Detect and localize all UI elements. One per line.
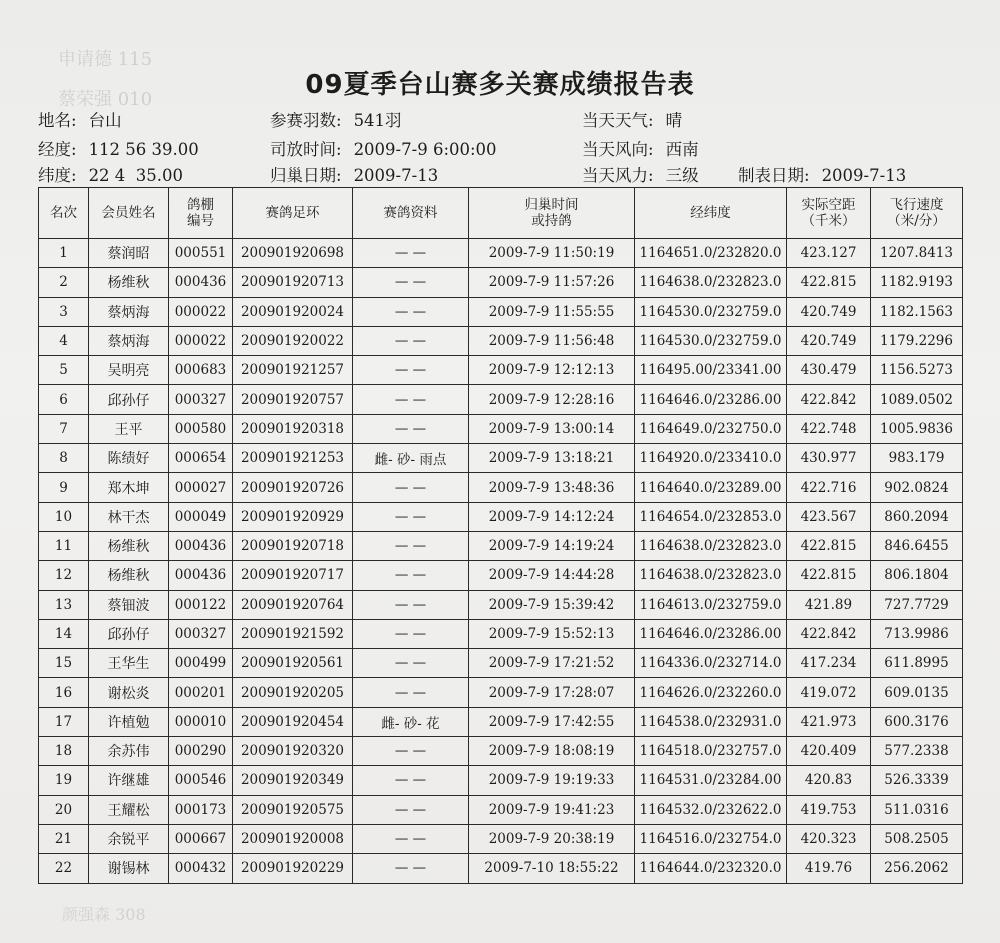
cell-member-name: 余锐平 <box>89 824 169 853</box>
cell-speed: 600.3176 <box>871 707 963 736</box>
cell-arrival-time: 2009-7-9 11:50:19 <box>469 239 635 268</box>
cell-distance: 420.749 <box>787 326 871 355</box>
cell-speed: 1005.9836 <box>871 414 963 443</box>
info-value: 西南 <box>665 140 699 159</box>
cell-rank: 16 <box>39 678 89 707</box>
table-row <box>39 444 963 473</box>
cell-rank: 22 <box>39 854 89 883</box>
cell-bird-info: — — <box>353 737 469 766</box>
cell-ring-number: 200901921253 <box>233 444 353 473</box>
report-title: 09夏季台山赛多关赛成绩报告表 <box>305 70 695 100</box>
cell-loft-id: 000432 <box>169 854 233 883</box>
cell-member-name: 杨维秋 <box>89 268 169 297</box>
cell-speed: 256.2062 <box>871 854 963 883</box>
cell-speed: 860.2094 <box>871 502 963 531</box>
cell-loft-id: 000546 <box>169 766 233 795</box>
cell-rank: 7 <box>39 414 89 443</box>
cell-distance: 420.749 <box>787 297 871 326</box>
info-value: 2009-7-13 <box>821 166 907 185</box>
table-row <box>39 678 963 707</box>
info-value: 541羽 <box>353 111 402 130</box>
cell-member-name: 余苏伟 <box>89 737 169 766</box>
cell-ring-number: 200901920575 <box>233 795 353 824</box>
table-row <box>39 854 963 883</box>
table-header-row <box>39 188 963 239</box>
cell-ring-number: 200901920718 <box>233 531 353 560</box>
cell-distance: 422.815 <box>787 531 871 560</box>
table-row <box>39 707 963 736</box>
cell-arrival-time: 2009-7-9 14:44:28 <box>469 561 635 590</box>
cell-member-name: 蔡炳海 <box>89 326 169 355</box>
bleed-line: 申请德 115 <box>58 49 153 70</box>
cell-loft-id: 000499 <box>169 649 233 678</box>
cell-ring-number: 200901920698 <box>233 239 353 268</box>
cell-member-name: 杨维秋 <box>89 561 169 590</box>
cell-distance: 420.323 <box>787 824 871 853</box>
info-wind-direction <box>582 136 699 160</box>
column-header-distance <box>787 188 871 239</box>
cell-distance: 421.89 <box>787 590 871 619</box>
results-table <box>38 187 963 884</box>
cell-coordinates: 1164336.0/232714.0 <box>635 649 787 678</box>
cell-ring-number: 200901920229 <box>233 854 353 883</box>
cell-bird-info: — — <box>353 297 469 326</box>
cell-rank: 14 <box>39 619 89 648</box>
cell-coordinates: 1164518.0/232757.0 <box>635 737 787 766</box>
cell-ring-number: 200901920726 <box>233 473 353 502</box>
info-latitude <box>38 162 183 186</box>
cell-distance: 422.815 <box>787 268 871 297</box>
info-weather <box>582 107 682 131</box>
cell-member-name: 邱孙仔 <box>89 619 169 648</box>
column-header-member-name <box>89 188 169 239</box>
table-row <box>39 561 963 590</box>
column-header-line: 或持鸽 <box>531 213 572 229</box>
cell-ring-number: 200901921592 <box>233 619 353 648</box>
cell-bird-info: — — <box>353 795 469 824</box>
table-row <box>39 766 963 795</box>
cell-arrival-time: 2009-7-9 15:52:13 <box>469 619 635 648</box>
cell-bird-info: — — <box>353 824 469 853</box>
cell-rank: 10 <box>39 502 89 531</box>
cell-bird-info: — — <box>353 268 469 297</box>
cell-rank: 17 <box>39 707 89 736</box>
info-longitude <box>38 136 199 160</box>
cell-coordinates: 1164613.0/232759.0 <box>635 590 787 619</box>
table-row <box>39 824 963 853</box>
cell-speed: 508.2505 <box>871 824 963 853</box>
cell-bird-info: — — <box>353 356 469 385</box>
info-value: 2009-7-13 <box>353 166 439 185</box>
cell-member-name: 蔡炳海 <box>89 297 169 326</box>
table-row <box>39 414 963 443</box>
cell-rank: 6 <box>39 385 89 414</box>
column-header-arrival-time <box>469 188 635 239</box>
cell-bird-info: — — <box>353 326 469 355</box>
cell-arrival-time: 2009-7-9 11:55:55 <box>469 297 635 326</box>
cell-coordinates: 1164532.0/232622.0 <box>635 795 787 824</box>
cell-speed: 577.2338 <box>871 737 963 766</box>
cell-bird-info: — — <box>353 414 469 443</box>
cell-distance: 422.842 <box>787 385 871 414</box>
cell-member-name: 陈绩好 <box>89 444 169 473</box>
cell-ring-number: 200901920318 <box>233 414 353 443</box>
cell-ring-number: 200901920757 <box>233 385 353 414</box>
info-label: 归巢日期: <box>270 166 342 185</box>
cell-member-name: 谢松炎 <box>89 678 169 707</box>
cell-bird-info: — — <box>353 649 469 678</box>
cell-rank: 21 <box>39 824 89 853</box>
info-bird-count <box>270 107 402 131</box>
column-header-line: 飞行速度 <box>889 197 944 213</box>
cell-member-name: 许继雄 <box>89 766 169 795</box>
bleed-through-text-bottom: 颜强森 308 <box>62 905 146 924</box>
cell-rank: 8 <box>39 444 89 473</box>
cell-rank: 19 <box>39 766 89 795</box>
cell-coordinates: 116495.00/23341.00 <box>635 356 787 385</box>
cell-arrival-time: 2009-7-9 12:28:16 <box>469 385 635 414</box>
cell-loft-id: 000049 <box>169 502 233 531</box>
cell-loft-id: 000654 <box>169 444 233 473</box>
cell-loft-id: 000027 <box>169 473 233 502</box>
info-value: 晴 <box>665 111 683 130</box>
cell-coordinates: 1164638.0/232823.0 <box>635 531 787 560</box>
bleed-line: 蔡荣强 010 <box>58 89 153 110</box>
cell-member-name: 邱孙仔 <box>89 385 169 414</box>
info-label: 制表日期: <box>738 166 810 185</box>
info-label: 当天风向: <box>582 140 654 159</box>
info-place <box>38 107 122 131</box>
column-header-line: 经纬度 <box>690 205 731 221</box>
cell-speed: 727.7729 <box>871 590 963 619</box>
cell-rank: 13 <box>39 590 89 619</box>
cell-distance: 422.815 <box>787 561 871 590</box>
cell-distance: 430.479 <box>787 356 871 385</box>
table-row <box>39 590 963 619</box>
cell-rank: 12 <box>39 561 89 590</box>
cell-speed: 1207.8413 <box>871 239 963 268</box>
table-row <box>39 385 963 414</box>
column-header-line: 实际空距 <box>801 197 856 213</box>
column-header-ring-number <box>233 188 353 239</box>
cell-distance: 417.234 <box>787 649 871 678</box>
table-row <box>39 356 963 385</box>
cell-arrival-time: 2009-7-9 11:56:48 <box>469 326 635 355</box>
cell-coordinates: 1164654.0/232853.0 <box>635 502 787 531</box>
cell-speed: 1089.0502 <box>871 385 963 414</box>
column-header-rank <box>39 188 89 239</box>
cell-arrival-time: 2009-7-9 14:12:24 <box>469 502 635 531</box>
cell-coordinates: 1164530.0/232759.0 <box>635 326 787 355</box>
cell-distance: 420.409 <box>787 737 871 766</box>
cell-arrival-time: 2009-7-10 18:55:22 <box>469 854 635 883</box>
cell-coordinates: 1164651.0/232820.0 <box>635 239 787 268</box>
cell-member-name: 郑木坤 <box>89 473 169 502</box>
cell-arrival-time: 2009-7-9 17:21:52 <box>469 649 635 678</box>
cell-member-name: 蔡钿波 <box>89 590 169 619</box>
cell-loft-id: 000122 <box>169 590 233 619</box>
cell-arrival-time: 2009-7-9 18:08:19 <box>469 737 635 766</box>
cell-ring-number: 200901920713 <box>233 268 353 297</box>
cell-speed: 806.1804 <box>871 561 963 590</box>
cell-ring-number: 200901920764 <box>233 590 353 619</box>
cell-member-name: 许植勉 <box>89 707 169 736</box>
cell-coordinates: 1164644.0/232320.0 <box>635 854 787 883</box>
column-header-line: 名次 <box>50 205 77 221</box>
column-header-line: 赛鸽足环 <box>265 205 320 221</box>
cell-bird-info: — — <box>353 619 469 648</box>
cell-ring-number: 200901920717 <box>233 561 353 590</box>
table-body <box>39 239 963 884</box>
cell-loft-id: 000022 <box>169 326 233 355</box>
info-wind-force <box>582 162 699 186</box>
info-value: 112 56 39.00 <box>88 140 199 159</box>
cell-bird-info: 雌- 砂- 雨点 <box>353 444 469 473</box>
cell-loft-id: 000290 <box>169 737 233 766</box>
cell-ring-number: 200901920320 <box>233 737 353 766</box>
cell-speed: 511.0316 <box>871 795 963 824</box>
cell-ring-number: 200901920008 <box>233 824 353 853</box>
column-header-line: 赛鸽资料 <box>383 205 438 221</box>
cell-ring-number: 200901920561 <box>233 649 353 678</box>
cell-speed: 713.9986 <box>871 619 963 648</box>
cell-coordinates: 1164638.0/232823.0 <box>635 268 787 297</box>
cell-loft-id: 000551 <box>169 239 233 268</box>
cell-bird-info: 雌- 砂- 花 <box>353 707 469 736</box>
info-return-date <box>270 162 438 186</box>
cell-ring-number: 200901920024 <box>233 297 353 326</box>
cell-ring-number: 200901920454 <box>233 707 353 736</box>
table-row <box>39 737 963 766</box>
cell-coordinates: 1164649.0/232750.0 <box>635 414 787 443</box>
cell-ring-number: 200901920205 <box>233 678 353 707</box>
info-label: 司放时间: <box>270 140 342 159</box>
cell-coordinates: 1164920.0/233410.0 <box>635 444 787 473</box>
table-row <box>39 239 963 268</box>
cell-member-name: 林干杰 <box>89 502 169 531</box>
cell-ring-number: 200901921257 <box>233 356 353 385</box>
cell-loft-id: 000667 <box>169 824 233 853</box>
cell-speed: 983.179 <box>871 444 963 473</box>
cell-distance: 421.973 <box>787 707 871 736</box>
table-row <box>39 649 963 678</box>
cell-arrival-time: 2009-7-9 11:57:26 <box>469 268 635 297</box>
info-label: 当天天气: <box>582 111 654 130</box>
cell-rank: 11 <box>39 531 89 560</box>
cell-bird-info: — — <box>353 854 469 883</box>
column-header-line: 会员姓名 <box>101 205 156 221</box>
cell-speed: 846.6455 <box>871 531 963 560</box>
cell-loft-id: 000580 <box>169 414 233 443</box>
cell-loft-id: 000022 <box>169 297 233 326</box>
column-header-line: （米/分） <box>887 213 946 229</box>
cell-loft-id: 000201 <box>169 678 233 707</box>
info-label: 经度: <box>38 140 77 159</box>
cell-rank: 3 <box>39 297 89 326</box>
cell-arrival-time: 2009-7-9 14:19:24 <box>469 531 635 560</box>
cell-rank: 2 <box>39 268 89 297</box>
cell-member-name: 王平 <box>89 414 169 443</box>
cell-speed: 902.0824 <box>871 473 963 502</box>
cell-arrival-time: 2009-7-9 20:38:19 <box>469 824 635 853</box>
info-value: 三级 <box>665 166 699 185</box>
cell-bird-info: — — <box>353 473 469 502</box>
cell-loft-id: 000436 <box>169 268 233 297</box>
cell-ring-number: 200901920022 <box>233 326 353 355</box>
cell-coordinates: 1164638.0/232823.0 <box>635 561 787 590</box>
cell-loft-id: 000436 <box>169 561 233 590</box>
cell-coordinates: 1164538.0/232931.0 <box>635 707 787 736</box>
cell-speed: 526.3339 <box>871 766 963 795</box>
cell-coordinates: 1164626.0/232260.0 <box>635 678 787 707</box>
cell-distance: 419.753 <box>787 795 871 824</box>
info-value: 台山 <box>88 111 122 130</box>
cell-bird-info: — — <box>353 766 469 795</box>
info-release-time <box>270 136 497 160</box>
cell-coordinates: 1164530.0/232759.0 <box>635 297 787 326</box>
cell-member-name: 吴明亮 <box>89 356 169 385</box>
cell-speed: 611.8995 <box>871 649 963 678</box>
cell-speed: 1182.1563 <box>871 297 963 326</box>
table-row <box>39 795 963 824</box>
column-header-coordinates <box>635 188 787 239</box>
table-row <box>39 619 963 648</box>
cell-arrival-time: 2009-7-9 13:48:36 <box>469 473 635 502</box>
cell-speed: 1179.2296 <box>871 326 963 355</box>
cell-distance: 422.748 <box>787 414 871 443</box>
cell-rank: 1 <box>39 239 89 268</box>
cell-loft-id: 000327 <box>169 385 233 414</box>
cell-loft-id: 000327 <box>169 619 233 648</box>
cell-speed: 1156.5273 <box>871 356 963 385</box>
cell-loft-id: 000436 <box>169 531 233 560</box>
cell-rank: 9 <box>39 473 89 502</box>
cell-distance: 423.127 <box>787 239 871 268</box>
cell-arrival-time: 2009-7-9 17:42:55 <box>469 707 635 736</box>
cell-member-name: 杨维秋 <box>89 531 169 560</box>
column-header-line: 编号 <box>187 213 214 229</box>
cell-distance: 430.977 <box>787 444 871 473</box>
cell-member-name: 王华生 <box>89 649 169 678</box>
cell-rank: 4 <box>39 326 89 355</box>
cell-member-name: 王耀松 <box>89 795 169 824</box>
table-row <box>39 473 963 502</box>
cell-rank: 5 <box>39 356 89 385</box>
cell-coordinates: 1164646.0/23286.00 <box>635 385 787 414</box>
cell-speed: 609.0135 <box>871 678 963 707</box>
cell-ring-number: 200901920349 <box>233 766 353 795</box>
cell-arrival-time: 2009-7-9 12:12:13 <box>469 356 635 385</box>
info-value: 22 4 35.00 <box>88 166 184 185</box>
info-label: 纬度: <box>38 166 77 185</box>
column-header-speed <box>871 188 963 239</box>
column-header-line: 鸽棚 <box>187 197 214 213</box>
table-row <box>39 326 963 355</box>
column-header-line: 归巢时间 <box>524 197 579 213</box>
cell-bird-info: — — <box>353 385 469 414</box>
cell-bird-info: — — <box>353 239 469 268</box>
cell-distance: 420.83 <box>787 766 871 795</box>
cell-bird-info: — — <box>353 502 469 531</box>
info-label: 参赛羽数: <box>270 111 342 130</box>
cell-bird-info: — — <box>353 531 469 560</box>
cell-arrival-time: 2009-7-9 17:28:07 <box>469 678 635 707</box>
cell-arrival-time: 2009-7-9 15:39:42 <box>469 590 635 619</box>
cell-distance: 423.567 <box>787 502 871 531</box>
cell-ring-number: 200901920929 <box>233 502 353 531</box>
cell-member-name: 谢锡林 <box>89 854 169 883</box>
info-value: 2009-7-9 6:00:00 <box>353 140 497 159</box>
cell-rank: 18 <box>39 737 89 766</box>
column-header-line: （千米） <box>801 213 856 229</box>
table-row <box>39 502 963 531</box>
cell-coordinates: 1164531.0/23284.00 <box>635 766 787 795</box>
cell-rank: 15 <box>39 649 89 678</box>
column-header-loft-id <box>169 188 233 239</box>
cell-bird-info: — — <box>353 590 469 619</box>
table-row <box>39 531 963 560</box>
cell-coordinates: 1164640.0/23289.00 <box>635 473 787 502</box>
cell-speed: 1182.9193 <box>871 268 963 297</box>
cell-arrival-time: 2009-7-9 19:41:23 <box>469 795 635 824</box>
cell-distance: 419.76 <box>787 854 871 883</box>
cell-arrival-time: 2009-7-9 13:18:21 <box>469 444 635 473</box>
cell-bird-info: — — <box>353 561 469 590</box>
cell-loft-id: 000010 <box>169 707 233 736</box>
cell-coordinates: 1164646.0/23286.00 <box>635 619 787 648</box>
cell-distance: 419.072 <box>787 678 871 707</box>
column-header-bird-info <box>353 188 469 239</box>
cell-coordinates: 1164516.0/232754.0 <box>635 824 787 853</box>
cell-loft-id: 000683 <box>169 356 233 385</box>
cell-rank: 20 <box>39 795 89 824</box>
cell-arrival-time: 2009-7-9 13:00:14 <box>469 414 635 443</box>
info-label: 地名: <box>38 111 77 130</box>
table-row <box>39 297 963 326</box>
cell-arrival-time: 2009-7-9 19:19:33 <box>469 766 635 795</box>
cell-member-name: 蔡润昭 <box>89 239 169 268</box>
cell-bird-info: — — <box>353 678 469 707</box>
info-made-date <box>738 162 906 186</box>
info-label: 当天风力: <box>582 166 654 185</box>
cell-distance: 422.716 <box>787 473 871 502</box>
cell-distance: 422.842 <box>787 619 871 648</box>
table-row <box>39 268 963 297</box>
cell-loft-id: 000173 <box>169 795 233 824</box>
